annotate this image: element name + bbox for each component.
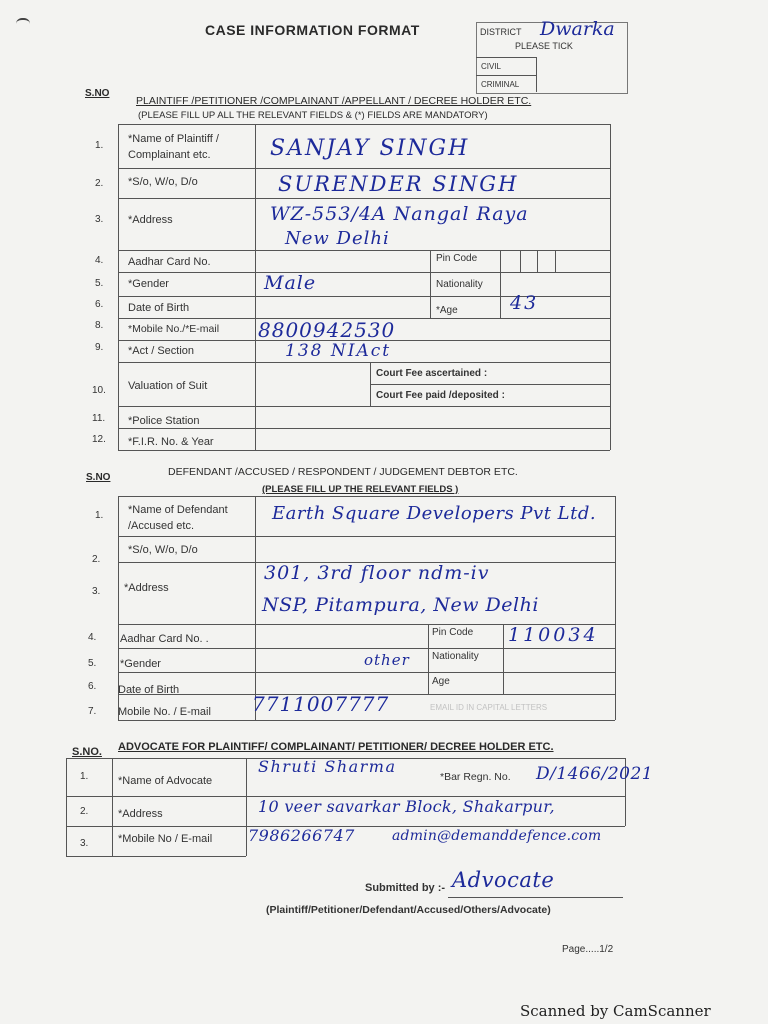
advocate-mobile-label: *Mobile No / E-mail (118, 833, 213, 845)
corner-mark-icon (16, 18, 30, 28)
plaintiff-row-4-num: 4. (95, 255, 104, 266)
defendant-relation-label: *S/o, W/o, D/o (128, 544, 198, 556)
defendant-name-label-2: /Accused etc. (128, 520, 195, 532)
advocate-name-label: *Name of Advocate (118, 775, 213, 787)
submitted-by-label: Submitted by :- (365, 882, 446, 894)
advocate-sno: S.NO. (72, 746, 102, 758)
page-number: Page.....1/2 (562, 944, 614, 955)
defendant-heading: DEFENDANT /ACCUSED / RESPONDENT / JUDGEMENT DEBTOR ETC. (168, 466, 518, 478)
plaintiff-subheading: (PLEASE FILL UP ALL THE RELEVANT FIELDS & (*) FIELDS ARE MANDATORY) (138, 110, 488, 121)
defendant-address-label: *Address (124, 582, 169, 594)
defendant-row-4-num: 4. (88, 632, 97, 643)
page-title: CASE INFORMATION FORMAT (205, 22, 420, 38)
plaintiff-row-8-num: 8. (95, 320, 104, 331)
advocate-address-value[interactable]: 10 veer savarkar Block, Shakarpur, (258, 797, 555, 816)
plaintiff-aadhar-label: Aadhar Card No. (128, 256, 211, 268)
bar-regn-value[interactable]: D/1466/2021 (536, 764, 654, 784)
defendant-age-label: Age (432, 676, 450, 687)
advocate-row-2-num: 2. (80, 806, 89, 817)
advocate-email-value[interactable]: admin@demanddefence.com (392, 828, 602, 844)
plaintiff-row-10-num: 10. (92, 385, 106, 396)
plaintiff-row-12-num: 12. (92, 434, 106, 445)
defendant-gender-value[interactable]: other (364, 651, 410, 669)
plaintiff-name-label-2: Complainant etc. (128, 149, 211, 161)
plaintiff-row-2-num: 2. (95, 178, 104, 189)
plaintiff-gender-value[interactable]: Male (264, 272, 317, 294)
defendant-name-value[interactable]: Earth Square Developers Pvt Ltd. (272, 503, 597, 524)
submitted-roles: (Plaintiff/Petitioner/Defendant/Accused/Others/Advocate) (266, 904, 551, 916)
defendant-row-3-num: 3. (92, 586, 101, 597)
defendant-dob-label: Date of Birth (118, 684, 180, 696)
defendant-address-value[interactable]: 301, 3rd floor ndm-iv (264, 562, 490, 584)
criminal-label: CRIMINAL (481, 80, 520, 89)
plaintiff-name-label: *Name of Plaintiff / (128, 133, 219, 145)
plaintiff-row-5-num: 5. (95, 278, 104, 289)
advocate-name-value[interactable]: Shruti Sharma (258, 757, 397, 776)
plaintiff-address-label: *Address (128, 214, 173, 226)
please-tick-note: PLEASE TICK (515, 41, 573, 51)
defendant-subheading: (PLEASE FILL UP THE RELEVANT FIELDS ) (262, 484, 459, 495)
defendant-mobile-label: Mobile No. / E-mail (118, 706, 211, 718)
plaintiff-police-label: *Police Station (128, 415, 200, 427)
plaintiff-act-value[interactable]: 138 NIAct (285, 341, 392, 361)
defendant-sno: S.NO (86, 472, 111, 483)
district-value[interactable]: Dwarka (540, 18, 615, 40)
plaintiff-fir-label: *F.I.R. No. & Year (128, 436, 214, 448)
plaintiff-address-value-2[interactable]: New Delhi (285, 228, 390, 249)
plaintiff-age-label: *Age (436, 305, 458, 316)
defendant-row-2-num: 2. (92, 554, 101, 565)
advocate-heading: ADVOCATE FOR PLAINTIFF/ COMPLAINANT/ PETITIONER/ DECREE HOLDER ETC. (118, 741, 554, 753)
court-fee-paid-label: Court Fee paid /deposited : (376, 390, 505, 401)
plaintiff-address-value[interactable]: WZ-553/4A Nangal Raya (270, 203, 529, 225)
bar-regn-label: *Bar Regn. No. (440, 771, 511, 783)
plaintiff-relation-label: *S/o, W/o, D/o (128, 176, 198, 188)
plaintiff-gender-label: *Gender (128, 278, 169, 290)
plaintiff-relation-value[interactable]: SURENDER SINGH (278, 172, 519, 196)
defendant-aadhar-label: Aadhar Card No. . (120, 633, 209, 645)
court-fee-ascertained-label: Court Fee ascertained : (376, 368, 488, 379)
plaintiff-mobile-label: *Mobile No./*E-mail (128, 323, 220, 335)
district-label: DISTRICT (480, 27, 522, 37)
plaintiff-valuation-label: Valuation of Suit (128, 380, 208, 392)
defendant-mobile-value[interactable]: 7711007777 (252, 692, 390, 716)
plaintiff-mobile-value[interactable]: 8800942530 (258, 318, 396, 342)
plaintiff-row-11-num: 11. (92, 413, 106, 424)
plaintiff-dob-label: Date of Birth (128, 302, 190, 314)
advocate-row-3-num: 3. (80, 838, 89, 849)
defendant-pincode-label: Pin Code (432, 627, 474, 638)
defendant-row-5-num: 5. (88, 658, 97, 669)
defendant-row-1-num: 1. (95, 510, 104, 521)
defendant-pincode-value[interactable]: 110034 (508, 624, 599, 646)
plaintiff-nationality-label: Nationality (436, 279, 483, 290)
plaintiff-row-3-num: 3. (95, 214, 104, 225)
plaintiff-row-9-num: 9. (95, 342, 104, 353)
defendant-row-7-num: 7. (88, 706, 97, 717)
plaintiff-age-value[interactable]: 43 (510, 292, 539, 314)
scanner-watermark: Scanned by CamScanner (520, 1002, 711, 1020)
plaintiff-name-value[interactable]: SANJAY SINGH (270, 136, 470, 161)
plaintiff-row-6-num: 6. (95, 299, 104, 310)
defendant-address-value-2[interactable]: NSP, Pitampura, New Delhi (262, 594, 539, 616)
defendant-name-label: *Name of Defendant (128, 504, 228, 516)
defendant-gender-label: *Gender (120, 658, 161, 670)
submitted-by-value[interactable]: Advocate (452, 868, 555, 892)
advocate-row-1-num: 1. (80, 771, 89, 782)
civil-label: CIVIL (481, 62, 502, 71)
defendant-nationality-label: Nationality (432, 651, 479, 662)
plaintiff-row-1-num: 1. (95, 140, 104, 151)
advocate-mobile-value[interactable]: 7986266747 (248, 826, 355, 845)
plaintiff-pincode-label: Pin Code (436, 253, 478, 264)
defendant-email-hint: EMAIL ID IN CAPITAL LETTERS (430, 703, 548, 712)
plaintiff-act-label: *Act / Section (128, 345, 195, 357)
plaintiff-heading: PLAINTIFF /PETITIONER /COMPLAINANT /APPELLANT / DECREE HOLDER ETC. (136, 95, 532, 107)
advocate-address-label: *Address (118, 808, 163, 820)
defendant-row-6-num: 6. (88, 681, 97, 692)
plaintiff-sno: S.NO (85, 88, 110, 99)
